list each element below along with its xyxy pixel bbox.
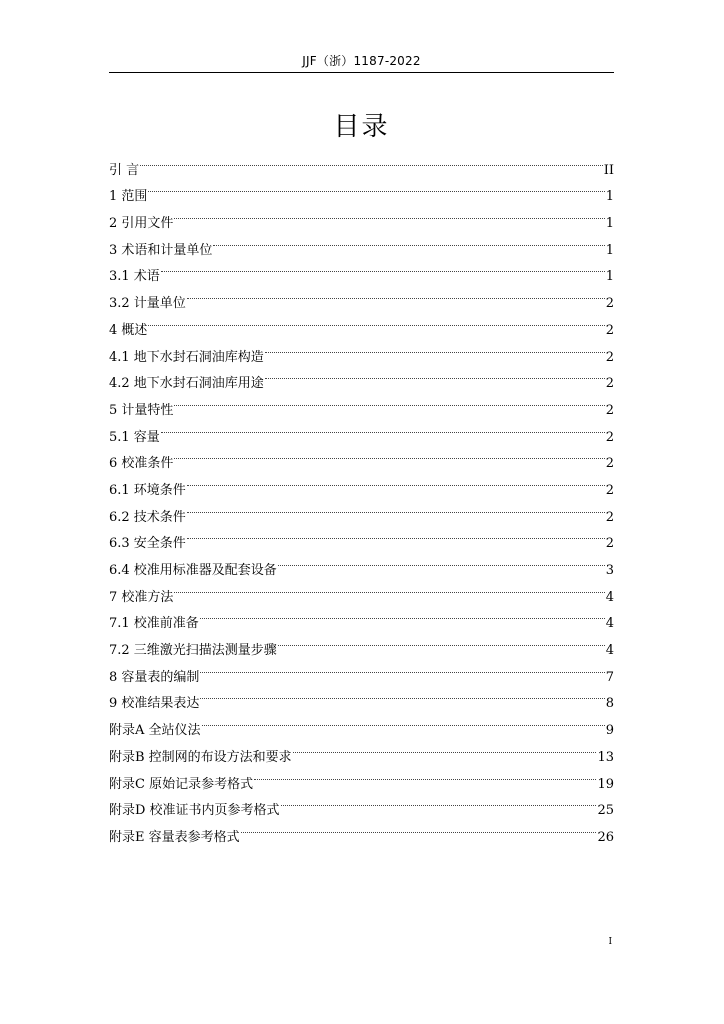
- toc-leader-dots: [213, 227, 604, 254]
- toc-entry-page: 26: [597, 829, 614, 845]
- toc-entry-label: 6 校准条件: [109, 456, 174, 472]
- toc-entry-label: 4.2 地下水封石洞油库用途: [109, 376, 264, 392]
- toc-entry[interactable]: [109, 414, 614, 445]
- toc-entry-page: 2: [605, 349, 614, 365]
- toc-entry[interactable]: [109, 174, 614, 205]
- toc-entry-page: 4: [605, 616, 614, 632]
- toc-entry-label: 7.2 三维激光扫描法测量步骤: [109, 643, 277, 659]
- toc-entry-label: 附录B 控制网的布设方法和要求: [109, 749, 292, 765]
- toc-entry[interactable]: [109, 147, 614, 178]
- toc-entry-label: 5 计量特性: [109, 402, 174, 418]
- footer-page-number: I: [608, 937, 612, 947]
- toc-entry[interactable]: [109, 280, 614, 312]
- toc-leader-dots: [281, 788, 597, 815]
- toc-leader-dots: [187, 521, 605, 548]
- toc-entry-page: 1: [605, 216, 614, 232]
- toc-entry[interactable]: [109, 307, 614, 338]
- toc-entry-label: 3.1 术语: [109, 269, 160, 285]
- toc-entry[interactable]: [109, 574, 614, 605]
- toc-entry-page: 19: [597, 776, 614, 792]
- toc-entry-label: 引 言: [109, 162, 140, 178]
- toc-entry-label: 附录E 容量表参考格式: [109, 829, 240, 845]
- toc-leader-dots: [254, 761, 596, 788]
- toc-entry-label: 附录C 原始记录参考格式: [109, 776, 254, 792]
- toc-leader-dots: [174, 441, 604, 468]
- toc-entry-page: 2: [605, 509, 614, 525]
- toc-entry-page: 2: [605, 429, 614, 445]
- toc-leader-dots: [278, 627, 605, 654]
- toc-entry[interactable]: [109, 387, 614, 418]
- toc-entry-page: 1: [605, 269, 614, 285]
- toc-leader-dots: [200, 601, 605, 628]
- page-title: 目录: [333, 112, 390, 142]
- toc-entry-label: 5.1 容量: [109, 429, 160, 445]
- toc-entry-label: 7.1 校准前准备: [109, 616, 199, 632]
- toc-leader-dots: [140, 147, 603, 174]
- toc-leader-dots: [187, 494, 605, 521]
- toc-leader-dots: [161, 414, 605, 441]
- toc-leader-dots: [174, 574, 604, 601]
- toc-leader-dots: [148, 307, 604, 334]
- toc-entry-page: 2: [605, 482, 614, 498]
- toc-entry-label: 附录A 全站仪法: [109, 723, 201, 739]
- toc-leader-dots: [148, 174, 604, 201]
- toc-entry-page: 2: [605, 376, 614, 392]
- toc-leader-dots: [200, 654, 604, 681]
- toc-entry-label: 3 术语和计量单位: [109, 242, 213, 258]
- toc-entry-page: 3: [605, 563, 614, 578]
- header-rule: [109, 72, 614, 73]
- toc-leader-dots: [293, 734, 597, 761]
- toc-entry[interactable]: [109, 601, 614, 632]
- toc-entry-page: 2: [605, 296, 614, 312]
- toc-entry-label: 7 校准方法: [109, 589, 174, 605]
- toc-entry-page: 2: [605, 536, 614, 552]
- toc-leader-dots: [161, 254, 605, 281]
- toc-entry-page: 8: [605, 696, 614, 712]
- toc-entry-label: 附录D 校准证书内页参考格式: [109, 803, 280, 819]
- toc-entry-page: 2: [605, 456, 614, 472]
- toc-leader-dots: [202, 707, 605, 734]
- toc-entry-page: 9: [605, 723, 614, 739]
- toc-entry-label: 8 容量表的编制: [109, 669, 200, 685]
- toc-leader-dots: [278, 547, 605, 574]
- toc-entry-page: 2: [605, 322, 614, 338]
- toc-entry-label: 6.4 校准用标准器及配套设备: [109, 563, 277, 578]
- toc-entry-page: 7: [605, 669, 614, 685]
- toc-entry-label: 1 范围: [109, 189, 148, 205]
- toc-leader-dots: [265, 361, 605, 388]
- toc-leader-dots: [174, 200, 604, 227]
- toc-entry-page: 1: [605, 242, 614, 258]
- toc-entry[interactable]: [109, 334, 614, 365]
- toc-leader-dots: [187, 467, 605, 494]
- toc-entry-label: 4.1 地下水封石洞油库构造: [109, 349, 264, 365]
- toc-leader-dots: [241, 814, 597, 841]
- toc-entry-label: 3.2 计量单位: [109, 296, 186, 312]
- toc-entry-label: 6.3 安全条件: [109, 536, 186, 552]
- toc-entry[interactable]: [109, 254, 614, 285]
- toc-leader-dots: [265, 334, 605, 361]
- toc-entry-label: 6.2 技术条件: [109, 509, 186, 525]
- toc-leader-dots: [200, 681, 604, 708]
- toc-leader-dots: [187, 280, 605, 307]
- toc-entry-page: 4: [605, 589, 614, 605]
- toc-entry-page: 2: [605, 402, 614, 418]
- toc-entry-label: 9 校准结果表达: [109, 696, 200, 712]
- table-of-contents: [109, 147, 614, 845]
- toc-entry-page: 25: [597, 803, 614, 819]
- toc-entry-page: II: [603, 162, 614, 178]
- toc-entry-page: 1: [605, 189, 614, 205]
- toc-entry-label: 6.1 环境条件: [109, 482, 186, 498]
- toc-entry[interactable]: [109, 441, 614, 472]
- toc-entry[interactable]: [109, 227, 614, 258]
- toc-entry[interactable]: [109, 467, 614, 498]
- toc-entry-page: 13: [597, 749, 614, 765]
- toc-leader-dots: [174, 387, 604, 414]
- toc-entry-label: 2 引用文件: [109, 216, 174, 232]
- toc-entry-page: 4: [605, 643, 614, 659]
- toc-entry[interactable]: [109, 200, 614, 232]
- toc-entry-label: 4 概述: [109, 322, 148, 338]
- document-header-code: JJF（浙）1187-2022: [302, 54, 421, 68]
